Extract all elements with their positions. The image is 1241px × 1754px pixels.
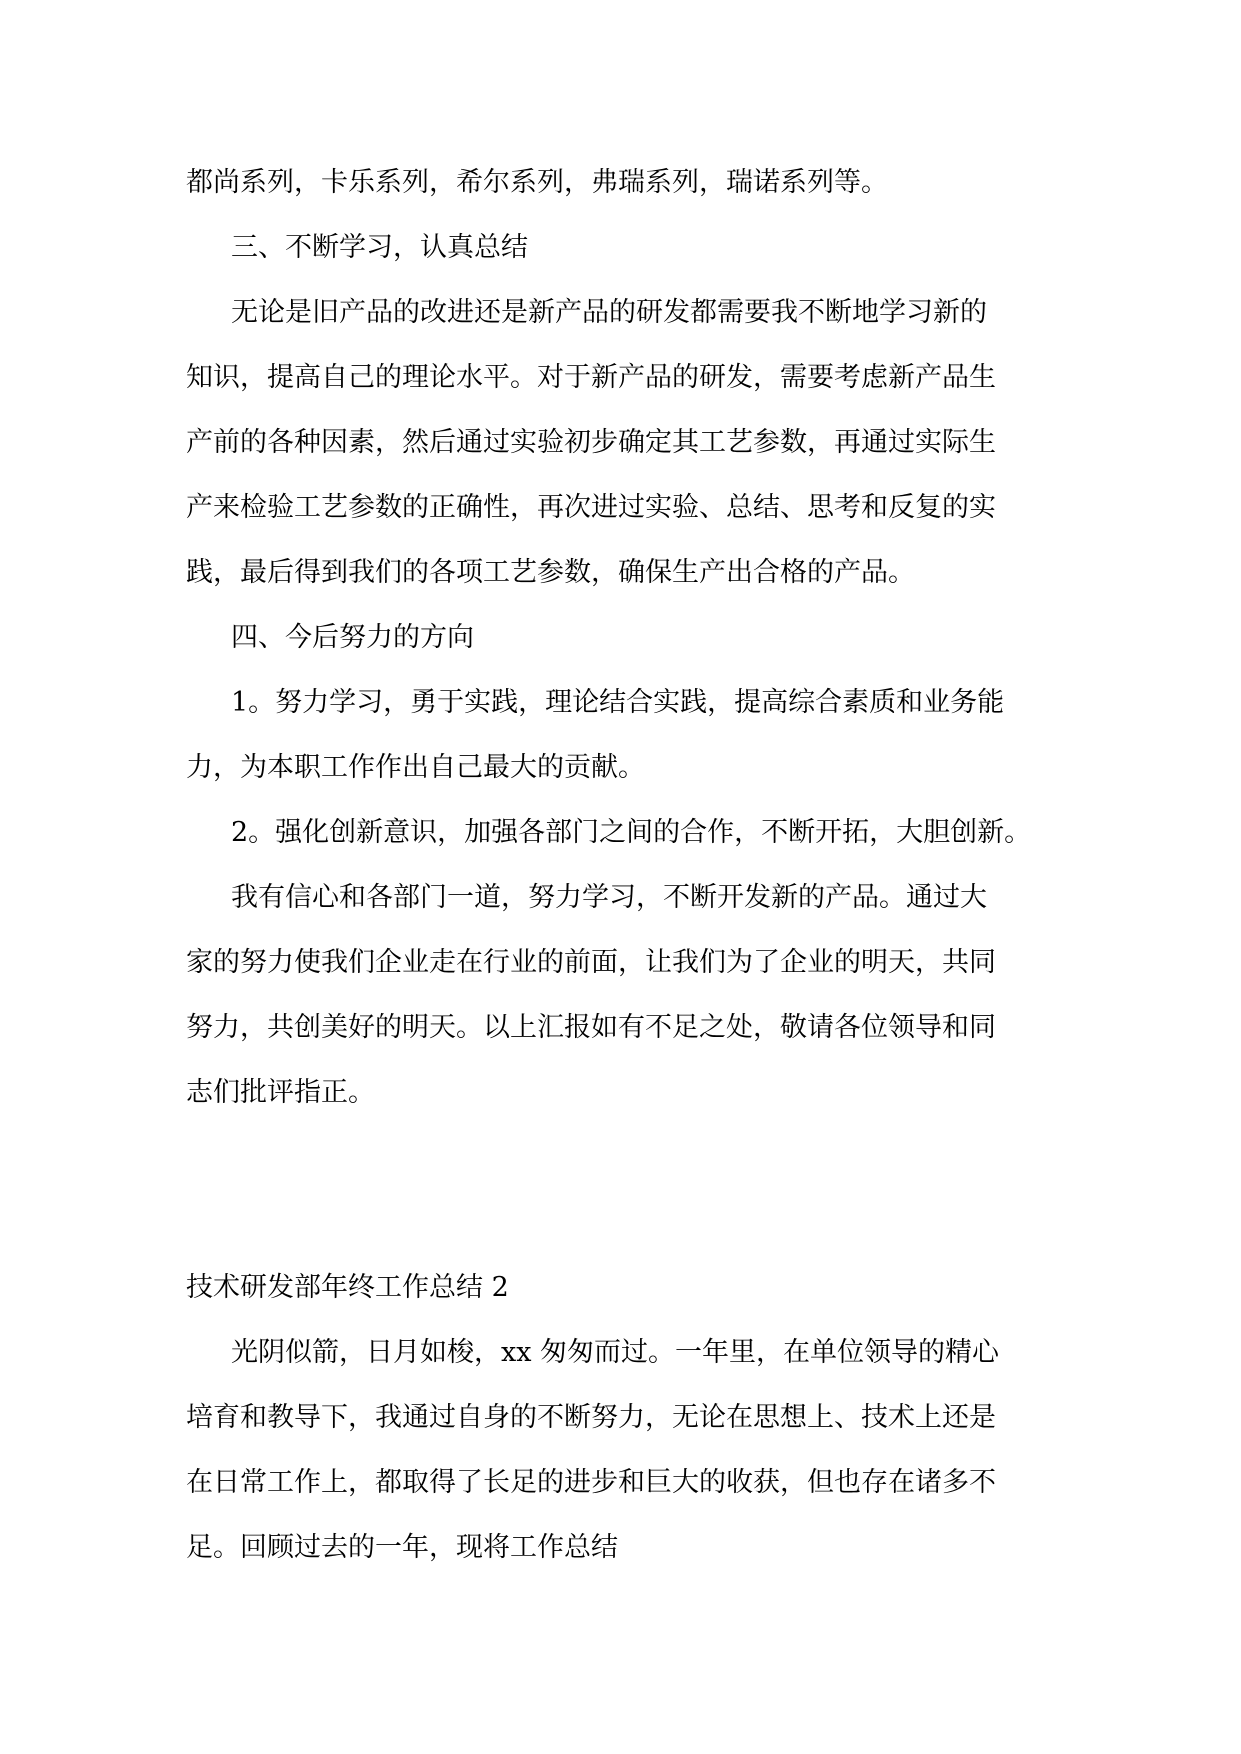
paragraph-line: 足。回顾过去的一年，现将工作总结 — [186, 1532, 618, 1563]
paragraph-line: 践，最后得到我们的各项工艺参数，确保生产出合格的产品。 — [186, 557, 915, 588]
paragraph-line: 知识，提高自己的理论水平。对于新产品的研发，需要考虑新产品生 — [186, 362, 996, 393]
paragraph-line: 家的努力使我们企业走在行业的前面，让我们为了企业的明天，共同 — [186, 947, 996, 978]
paragraph-line: 在日常工作上，都取得了长足的进步和巨大的收获，但也存在诸多不 — [186, 1467, 996, 1498]
list-item-2: 2。强化创新意识，加强各部门之间的合作，不断开拓，大胆创新。 — [231, 817, 1032, 848]
paragraph-line: 力，为本职工作作出自己最大的贡献。 — [186, 752, 645, 783]
paragraph-line: 我有信心和各部门一道，努力学习，不断开发新的产品。通过大 — [231, 882, 987, 913]
paragraph-line: 产前的各种因素，然后通过实验初步确定其工艺参数，再通过实际生 — [186, 427, 996, 458]
paragraph-line: 光阴似箭，日月如梭，xx 匆匆而过。一年里，在单位领导的精心 — [231, 1337, 1000, 1368]
section-heading-3: 三、不断学习，认真总结 — [231, 232, 528, 263]
paragraph-line: 都尚系列，卡乐系列，希尔系列，弗瑞系列，瑞诺系列等。 — [186, 167, 888, 198]
paragraph-line: 产来检验工艺参数的正确性，再次进过实验、总结、思考和反复的实 — [186, 492, 996, 523]
document-title: 技术研发部年终工作总结 2 — [186, 1272, 509, 1303]
paragraph-line: 无论是旧产品的改进还是新产品的研发都需要我不断地学习新的 — [231, 297, 987, 328]
section-heading-4: 四、今后努力的方向 — [231, 622, 474, 653]
paragraph-line: 努力，共创美好的明天。以上汇报如有不足之处，敬请各位领导和同 — [186, 1012, 996, 1043]
list-item-1: 1。努力学习，勇于实践，理论结合实践，提高综合素质和业务能 — [231, 687, 1005, 718]
paragraph-line: 志们批评指正。 — [186, 1077, 375, 1108]
paragraph-line: 培育和教导下，我通过自身的不断努力，无论在思想上、技术上还是 — [186, 1402, 996, 1433]
